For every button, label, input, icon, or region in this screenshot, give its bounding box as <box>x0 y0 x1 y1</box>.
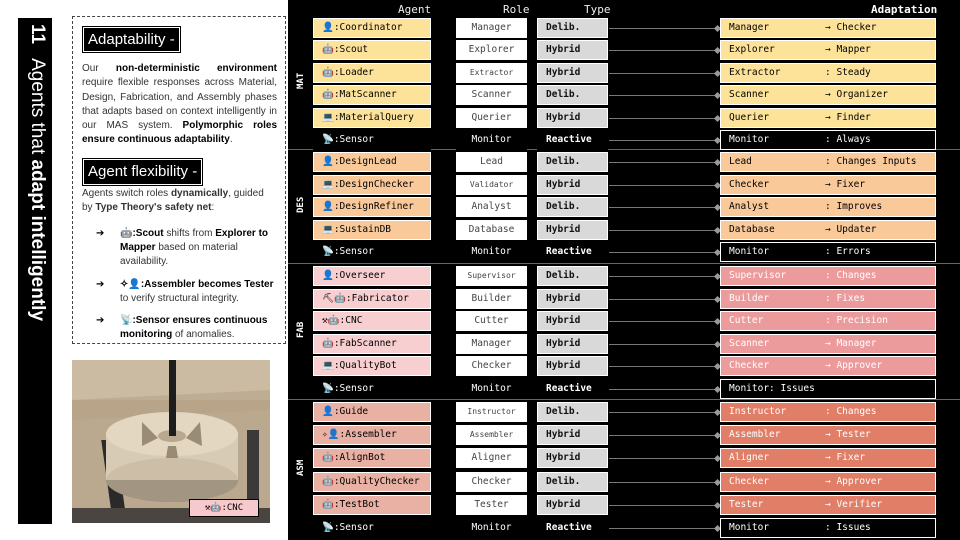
role-cell: Monitor <box>456 379 527 399</box>
adaptation-role: Checker <box>729 179 770 190</box>
adaptation-change: → Finder <box>825 112 871 123</box>
adaptation-role: Querier <box>729 112 770 123</box>
cnc-photo <box>72 360 270 523</box>
bullet-bold: 🤖:Scout <box>120 228 164 240</box>
type-cell: Hybrid <box>537 175 608 195</box>
row-connector <box>609 118 719 119</box>
row-connector <box>609 299 719 300</box>
role-cell: Analyst <box>456 197 527 217</box>
adaptation-cell <box>720 108 936 128</box>
adaptation-change: → Updater <box>825 224 877 235</box>
adaptation-cell <box>720 242 936 262</box>
role-cell: Assembler <box>456 425 527 445</box>
adaptation-change: : Precision <box>825 315 888 326</box>
adaptation-change: → Mapper <box>825 44 871 55</box>
bullet-bold2: Explorer to Mapper <box>120 228 269 254</box>
type-cell: Delib. <box>537 152 608 172</box>
flexibility-paragraph <box>82 187 277 215</box>
agent-flexibility-heading: Agent flexibility - <box>83 159 202 184</box>
adaptation-role: Extractor <box>729 67 781 78</box>
adaptation-role: Tester <box>729 499 764 510</box>
row-connector <box>609 366 719 367</box>
para2-text: Agents switch roles <box>82 187 171 199</box>
type-cell: Delib. <box>537 85 608 105</box>
agent-cell: 👤:Overseer <box>313 266 431 286</box>
adaptation-change: → Approver <box>825 360 883 371</box>
row-connector <box>609 50 719 51</box>
type-cell: Hybrid <box>537 425 608 445</box>
row-connector <box>609 230 719 231</box>
adaptation-role: Checker <box>729 476 770 487</box>
adaptation-role: Monitor: Issues <box>729 383 815 394</box>
adaptation-role: Monitor <box>729 134 770 145</box>
para2-end: : <box>211 201 215 213</box>
type-cell: Hybrid <box>537 289 608 309</box>
agent-cell: 🤖:AlignBot <box>313 448 431 468</box>
agent-cell: 👤:Coordinator <box>313 18 431 38</box>
adaptation-change: → Tester <box>825 429 871 440</box>
adaptation-role: Analyst <box>729 201 770 212</box>
role-cell: Checker <box>456 472 527 492</box>
row-connector <box>609 276 719 277</box>
adaptation-change: : Changes Inputs <box>825 156 917 167</box>
row-connector <box>609 73 719 74</box>
role-cell: Explorer <box>456 40 527 60</box>
agent-cell: ✧👤:Assembler <box>313 425 431 445</box>
adaptation-role: Instructor <box>729 406 787 417</box>
agent-cell: 🤖:QualityChecker <box>313 472 431 492</box>
role-cell: Extractor <box>456 63 527 83</box>
bullet-plain2: based on material availability. <box>120 242 238 268</box>
adaptation-cell <box>720 472 936 492</box>
agent-cell: 🤖:TestBot <box>313 495 431 515</box>
type-cell: Delib. <box>537 18 608 38</box>
cnc-photo-tag: ⚒🤖:CNC <box>189 499 259 517</box>
agent-cell: 📡:Sensor <box>313 518 431 538</box>
agent-cell: 🤖:MatScanner <box>313 85 431 105</box>
row-connector <box>609 252 719 253</box>
type-cell: Reactive <box>537 518 608 538</box>
role-cell: Tester <box>456 495 527 515</box>
bullet-item <box>82 278 277 306</box>
type-cell: Hybrid <box>537 495 608 515</box>
agent-cell: 💻:SustainDB <box>313 220 431 240</box>
adaptation-change: → Fixer <box>825 452 866 463</box>
adaptation-cell <box>720 40 936 60</box>
bullet-bold: 📡:Sensor ensures continuous monitoring <box>120 315 268 341</box>
bullet-plain: to verify structural integrity. <box>120 292 239 304</box>
adaptation-role: Aligner <box>729 452 770 463</box>
adaptation-change: → Approver <box>825 476 883 487</box>
slide-title-strip <box>18 18 52 524</box>
adaptation-role: Manager <box>729 22 770 33</box>
slide-title-bold: adapt intelligently <box>27 159 48 322</box>
adaptability-heading: Adaptability - <box>83 27 180 52</box>
adaptation-cell <box>720 85 936 105</box>
adaptation-role: Lead <box>729 156 752 167</box>
type-cell: Hybrid <box>537 311 608 331</box>
role-cell: Instructor <box>456 402 527 422</box>
row-connector <box>609 412 719 413</box>
header-type: Type <box>584 3 611 16</box>
phase-label-mat: MAT <box>296 72 306 90</box>
adaptation-change: : Fixes <box>825 293 866 304</box>
role-cell: Supervisor <box>456 266 527 286</box>
adaptation-cell <box>720 130 936 150</box>
adaptation-cell <box>720 402 936 422</box>
adaptation-cell <box>720 266 936 286</box>
type-cell: Reactive <box>537 242 608 262</box>
row-connector <box>609 207 719 208</box>
bullet-text <box>120 314 277 342</box>
arrow-icon: ➔ <box>96 315 105 327</box>
row-connector <box>609 505 719 506</box>
arrow-icon: ➔ <box>96 278 105 290</box>
role-cell: Builder <box>456 289 527 309</box>
para2-bold2: Type Theory's safety net <box>95 201 212 213</box>
type-cell: Hybrid <box>537 108 608 128</box>
para1-text: Our <box>82 63 116 75</box>
role-cell: Querier <box>456 108 527 128</box>
role-cell: Database <box>456 220 527 240</box>
row-connector <box>609 528 719 529</box>
para2-text2: , guided by <box>82 187 264 213</box>
agent-cell: 📡:Sensor <box>313 242 431 262</box>
description-panel <box>72 16 286 344</box>
row-connector <box>609 140 719 141</box>
adaptation-cell <box>720 63 936 83</box>
type-cell: Delib. <box>537 472 608 492</box>
adaptation-role: Supervisor <box>729 270 787 281</box>
adaptation-change: : Always <box>825 134 871 145</box>
adaptation-role: Checker <box>729 360 770 371</box>
phase-label-des: DES <box>296 196 306 213</box>
agent-cell: 📡:Sensor <box>313 379 431 399</box>
phase-label-fab: FAB <box>296 321 306 338</box>
adaptation-cell <box>720 495 936 515</box>
bullet-bold: ✧👤:Assembler becomes Tester <box>120 278 274 290</box>
type-cell: Hybrid <box>537 356 608 376</box>
slide-title-light: Agents that <box>27 58 48 160</box>
agent-cell: 👤:DesignRefiner <box>313 197 431 217</box>
adaptation-role: Database <box>729 224 775 235</box>
type-cell: Reactive <box>537 379 608 399</box>
adaptation-change: : Issues <box>825 522 871 533</box>
adaptation-change: : Changes <box>825 270 877 281</box>
bullet-plain: of anomalies. <box>172 329 235 341</box>
type-cell: Hybrid <box>537 334 608 354</box>
adaptation-role: Scanner <box>729 89 770 100</box>
adaptation-role: Cutter <box>729 315 764 326</box>
adaptation-cell <box>720 18 936 38</box>
phase-separator <box>288 399 960 400</box>
agent-cell: ⚒🤖:CNC <box>313 311 431 331</box>
para2-bold: dynamically <box>170 187 229 199</box>
adaptation-change: : Steady <box>825 67 871 78</box>
agent-cell: 📡:Sensor <box>313 130 431 150</box>
row-connector <box>609 185 719 186</box>
adaptation-cell <box>720 311 936 331</box>
role-cell: Validator <box>456 175 527 195</box>
adaptation-cell <box>720 220 936 240</box>
agent-cell: 👤:DesignLead <box>313 152 431 172</box>
adaptation-role: Builder <box>729 293 770 304</box>
row-connector <box>609 344 719 345</box>
adaptation-role: Assembler <box>729 429 781 440</box>
adaptation-change: → Fixer <box>825 179 866 190</box>
agent-adaptation-table <box>288 0 960 540</box>
bullet-item <box>82 227 277 270</box>
adaptation-cell <box>720 152 936 172</box>
role-cell: Cutter <box>456 311 527 331</box>
role-cell: Lead <box>456 152 527 172</box>
agent-cell: 💻:QualityBot <box>313 356 431 376</box>
agent-cell: 🤖:Loader <box>313 63 431 83</box>
adaptation-role: Monitor <box>729 522 770 533</box>
agent-cell: 👤:Guide <box>313 402 431 422</box>
role-cell: Monitor <box>456 130 527 150</box>
adaptation-change: : Changes <box>825 406 877 417</box>
header-adaptation: Adaptation <box>871 3 938 16</box>
type-cell: Hybrid <box>537 40 608 60</box>
type-cell: Hybrid <box>537 63 608 83</box>
type-cell: Reactive <box>537 130 608 150</box>
adaptation-role: Explorer <box>729 44 775 55</box>
type-cell: Delib. <box>537 402 608 422</box>
adaptation-change: : Errors <box>825 246 871 257</box>
adaptation-cell <box>720 448 936 468</box>
adaptation-cell <box>720 518 936 538</box>
row-connector <box>609 28 719 29</box>
adaptation-change: → Organizer <box>825 89 888 100</box>
row-connector <box>609 162 719 163</box>
adaptation-cell <box>720 379 936 399</box>
adaptation-cell <box>720 356 936 376</box>
row-connector <box>609 95 719 96</box>
row-connector <box>609 389 719 390</box>
bullet-list <box>82 227 277 342</box>
role-cell: Manager <box>456 18 527 38</box>
row-connector <box>609 435 719 436</box>
type-cell: Delib. <box>537 266 608 286</box>
role-cell: Monitor <box>456 518 527 538</box>
header-agent: Agent <box>398 3 432 16</box>
para1-bold: non-deterministic environment <box>115 63 278 75</box>
agent-cell: 🤖:FabScanner <box>313 334 431 354</box>
type-cell: Hybrid <box>537 448 608 468</box>
adaptation-change: : Improves <box>825 201 883 212</box>
row-connector <box>609 321 719 322</box>
bullet-plain: shifts from <box>163 228 216 240</box>
role-cell: Manager <box>456 334 527 354</box>
phase-label-asm: ASM <box>296 459 306 476</box>
adaptation-cell <box>720 334 936 354</box>
phase-separator <box>288 263 960 264</box>
role-cell: Checker <box>456 356 527 376</box>
role-cell: Monitor <box>456 242 527 262</box>
type-cell: Hybrid <box>537 220 608 240</box>
adaptation-change: → Manager <box>825 338 877 349</box>
para1-bold2: Polymorphic roles ensure continuous adaptability <box>82 120 278 146</box>
row-connector <box>609 482 719 483</box>
role-cell: Aligner <box>456 448 527 468</box>
type-cell: Delib. <box>537 197 608 217</box>
role-cell: Scanner <box>456 85 527 105</box>
adaptation-cell <box>720 425 936 445</box>
bullet-text <box>120 227 277 270</box>
bullet-text <box>120 278 277 306</box>
para1-end: . <box>229 134 233 146</box>
slide-title <box>24 24 50 524</box>
adaptation-cell <box>720 197 936 217</box>
para1-text2: require flexible responses across Material, Design, Fabrication, and Assembly phases that adapts based on context intelligently in our MAS system. <box>82 77 277 132</box>
agent-cell: 💻:MaterialQuery <box>313 108 431 128</box>
adaptation-role: Scanner <box>729 338 770 349</box>
agent-cell: ⛏🤖:Fabricator <box>313 289 431 309</box>
header-role: Role <box>503 3 530 16</box>
agent-cell: 💻:DesignChecker <box>313 175 431 195</box>
arrow-icon: ➔ <box>96 228 105 240</box>
adaptation-change: → Checker <box>825 22 877 33</box>
slide-number: 11 <box>27 24 48 45</box>
adaptation-role: Monitor <box>729 246 770 257</box>
adaptation-cell <box>720 175 936 195</box>
row-connector <box>609 458 719 459</box>
adaptation-change: → Verifier <box>825 499 883 510</box>
bullet-item <box>82 314 277 342</box>
adaptability-paragraph <box>82 62 277 147</box>
agent-cell: 🤖:Scout <box>313 40 431 60</box>
adaptation-cell <box>720 289 936 309</box>
